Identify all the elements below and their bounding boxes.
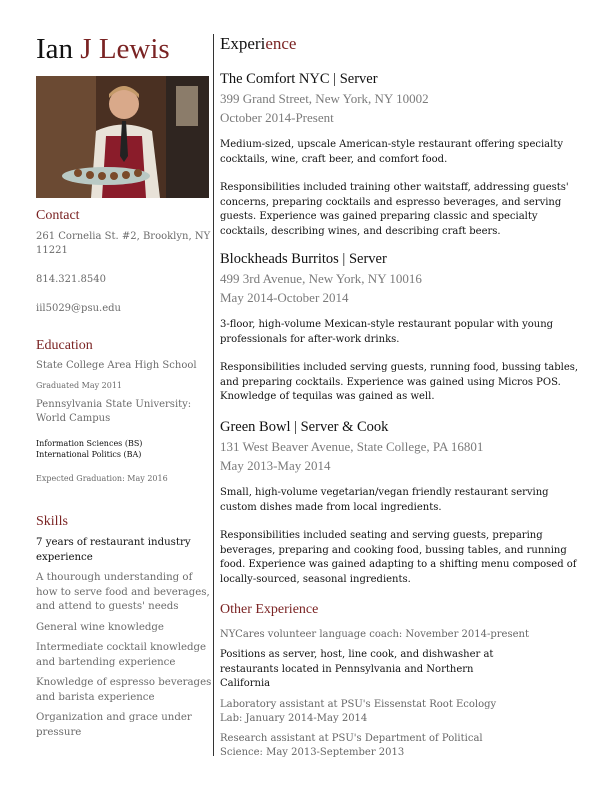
job-dates: May 2013-May 2014 (220, 458, 331, 473)
job-description: Small, high-volume vegetarian/vegan friendly restaurant serving custom dishes made from local ingredients. (220, 487, 549, 513)
job-title: Blockheads Burritos | Server (220, 251, 387, 267)
skill-item: Intermediate cocktail knowledge and bartending experience (36, 642, 207, 668)
other-research: Research assistant at PSU's Department of Political Science: May 2013-September 2013 (220, 732, 483, 758)
skill-item: 7 years of restaurant industry experience (36, 537, 191, 563)
education-school1: State College Area High School (36, 360, 197, 371)
other-experience-heading: Other Experience (220, 602, 319, 617)
job-responsibilities: Responsibilities included training other waitstaff, addressing guests' concerns, preparing cocktails and espresso beverages, and serving guests. Experience was gained preparing classic and specialty cocktails, describing wines, and describing craft beers. (220, 182, 569, 237)
contact-address: 261 Cornelia St. #2, Brooklyn, NY 11221 (36, 231, 211, 256)
education-section (36, 338, 212, 484)
job-title: Green Bowl | Server & Cook (220, 419, 389, 435)
name-first: Ian (36, 33, 81, 65)
skill-item: A thourough understanding of how to serve food and beverages, and attend to guests' needs (36, 572, 210, 612)
education-major2: International Politics (BA) (36, 450, 142, 459)
job-description: Medium-sized, upscale American-style restaurant offering specialty cocktails, wine, craft beer, and comfort food. (220, 139, 563, 165)
other-nycares: NYCares volunteer language coach: November 2014-present (220, 629, 529, 640)
education-school1-date: Graduated May 2011 (36, 381, 123, 390)
job-entry (220, 70, 580, 240)
education-school2: Pennsylvania State University: World Campus (36, 399, 192, 424)
other-lab: Laboratory assistant at PSU's Eissenstat Root Ecology Lab: January 2014-May 2014 (220, 698, 497, 724)
job-title: The Comfort NYC | Server (220, 71, 378, 87)
job-address: 499 3rd Avenue, New York, NY 10016 (220, 271, 422, 286)
job-responsibilities: Responsibilities included serving guests, running food, bussing tables, and preparing cocktails. Experience was gained using Micros POS. Knowledge of tequilas was gained as well. (220, 362, 579, 403)
other-experience-section (220, 602, 580, 760)
job-dates: May 2014-October 2014 (220, 290, 349, 305)
contact-section (36, 208, 212, 316)
contact-heading: Contact (36, 208, 80, 223)
column-divider (213, 34, 214, 756)
contact-phone: 814.321.8540 (36, 274, 106, 285)
job-dates: October 2014-Present (220, 110, 334, 125)
job-address: 399 Grand Street, New York, NY 10002 (220, 91, 429, 106)
contact-email: iil5029@psu.edu (36, 303, 121, 314)
job-entry (220, 418, 580, 588)
education-school2-date: Expected Graduation: May 2016 (36, 474, 168, 483)
education-heading: Education (36, 338, 93, 353)
education-major1: Information Sciences (BS) (36, 439, 143, 448)
left-column (36, 30, 212, 738)
experience-heading-rest: ence (265, 34, 297, 53)
name-accent: J Lewis (80, 33, 170, 65)
job-description: 3-floor, high-volume Mexican-style restaurant popular with young professionals for after-work drinks. (220, 319, 554, 345)
other-positions: Positions as server, host, line cook, and dishwasher at restaurants located in Pennsylvania and Northern California (220, 649, 494, 689)
job-responsibilities: Responsibilities included seating and serving guests, preparing beverages, preparing and cooking food, bussing tables, and running food. Experience was gained adapting to a shifting menu composed of locally-sourced, seasonal ingredients. (220, 530, 577, 585)
candidate-name (36, 30, 212, 68)
skill-item: General wine knowledge (36, 621, 164, 633)
job-address: 131 West Beaver Avenue, State College, PA 16801 (220, 439, 484, 454)
portrait-photo (36, 76, 209, 198)
skills-section (36, 514, 212, 740)
experience-heading-first: Experi (220, 34, 266, 53)
skills-heading: Skills (36, 514, 68, 529)
skill-item: Knowledge of espresso beverages and barista experience (36, 677, 212, 703)
job-entry (220, 250, 580, 405)
experience-heading (220, 34, 296, 53)
skill-item: Organization and grace under pressure (36, 712, 192, 738)
